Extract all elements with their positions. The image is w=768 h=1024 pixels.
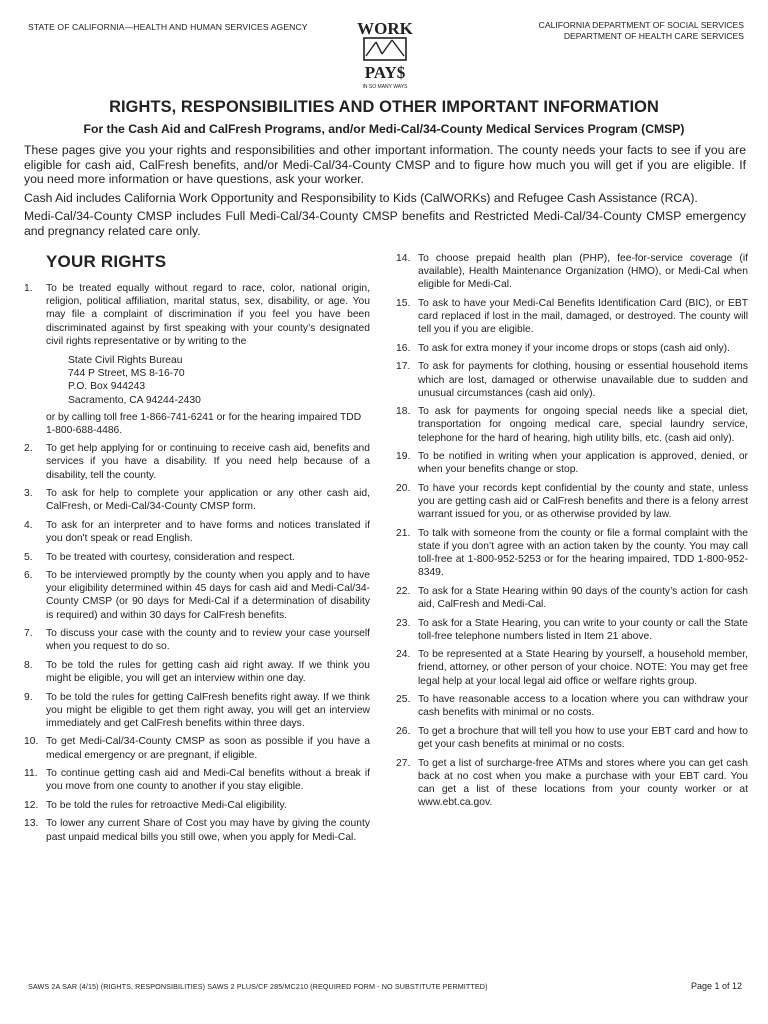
- list-item: 25. To have reasonable access to a location where you can withdraw your cash benefits with minimal or no costs.: [396, 694, 748, 719]
- list-item: 5. To be treated with courtesy, consideration and respect.: [24, 551, 295, 563]
- list-item: 16. To ask for extra money if your income drops or stops (cash aid only).: [396, 342, 730, 354]
- rights-list-left-cont: [24, 442, 370, 844]
- list-item: 3. To ask for help to complete your application or any other cash aid, CalFresh, or Medi-Cal/34-County CMSP form.: [24, 488, 370, 513]
- rights-left-column: [24, 250, 370, 849]
- list-item: 4. To ask for an interpreter and to have forms and notices translated if you don't speak or read English.: [24, 519, 370, 545]
- item-1-continuation: or by calling toll free 1-866-741-6241 or for the hearing impaired TDD 1-800-688-4486.: [46, 411, 362, 437]
- work-pays-logo-icon: [352, 18, 418, 94]
- intro-paragraph: These pages give you your rights and responsibilities and other important information. The county needs your facts to see if you are eligible for cash aid, CalFresh benefits, and/or Medi-Cal/34-County CMSP and to figure how much you will get if you are eligible. If you need more information or have questions, ask your worker.: [24, 143, 746, 187]
- list-item: 27. To get a list of surcharge-free ATMs and stores where you can get cash back at no cost when you make a purchase with your EBT card. You can get a list of these locations from your county worker or at www.ebt.ca.gov.: [396, 757, 748, 809]
- list-item: 21. To talk with someone from the county or file a formal complaint with the state if you don’t agree with an action taken by the county. You may call toll-free at 1-800-952-5253 or for the hearing impaired, TDD 1-800-952-8349.: [396, 527, 748, 579]
- departments-header: [539, 20, 744, 42]
- list-item: 1. To be treated equally without regard to race, color, national origin, religion, political affiliation, marital status, sex, disability, or age. You may file a complaint of discrimination if you feel you have been discriminated against by first speaking with your county’s designated civil rights representative or by writing to the: [24, 283, 370, 347]
- intro-paragraph: Cash Aid includes California Work Opportunity and Responsibility to Kids (CalWORKs) and Refugee Cash Assistance (RCA).: [24, 190, 698, 205]
- list-item: 18. To ask for payments for ongoing special needs like a special diet, transportation for ongoing medical care, special laundry service, telephone for the hard of hearing, high utility bills, etc. (cash aid only).: [396, 406, 748, 444]
- form-number-footer: SAWS 2A SAR (4/15) (RIGHTS, RESPONSIBILITIES) SAWS 2 PLUS/CF 285/MC210 (REQUIRED FORM - NO SUBSTITUTE PERMITTED): [28, 982, 488, 991]
- department-health-care: DEPARTMENT OF HEALTH CARE SERVICES: [563, 31, 744, 41]
- list-item: 24. To be represented at a State Hearing by yourself, a household member, friend, attorney, or other person of your choice. NOTE: You may get free legal help at your local legal aid office or welfare rights group.: [396, 649, 748, 687]
- list-item: 19. To be notified in writing when your application is approved, denied, or when your benefits change or stop.: [396, 451, 748, 476]
- list-item: 2. To get help applying for or continuing to receive cash aid, benefits and services if you have a disability. If you need help because of a disability, tell the county.: [24, 443, 370, 481]
- list-item: 23. To ask for a State Hearing, you can write to your county or call the State toll-free telephone numbers listed in Item 21 above.: [396, 617, 748, 642]
- your-rights-heading: YOUR RIGHTS: [46, 252, 167, 271]
- intro-section: [24, 143, 746, 243]
- list-item: 26. To get a brochure that will tell you how to use your EBT card and how to get your cash benefits at minimal or no costs.: [396, 725, 748, 751]
- rights-list-right: [396, 252, 748, 809]
- intro-paragraph: Medi-Cal/34-County CMSP includes Full Medi-Cal/34-County CMSP benefits and Restricted Medi-Cal/34-County CMSP emergency and pregnancy related care only.: [24, 209, 746, 238]
- list-item: 8. To be told the rules for getting cash aid right away. If we think you might be eligible, you will get an interview within one day.: [24, 659, 370, 685]
- list-item: 6. To be interviewed promptly by the county when you apply and to have your eligibility determined within 45 days for cash aid and Medi-Cal/34-County CMSP (or 90 days for Medi-Cal if a determination of disability is required) and within 30 days for CalFresh benefits.: [24, 570, 370, 621]
- list-item: 14. To choose prepaid health plan (PHP), fee-for-service coverage (if available), Health Maintenance Organization (HMO), or Medi-Cal when eligible for Medi-Cal.: [396, 253, 748, 291]
- list-item: 10. To get Medi-Cal/34-County CMSP as soon as possible if you have a medical emergency or are pregnant, if eligible.: [24, 736, 370, 761]
- list-item: 12. To be told the rules for retroactive Medi-Cal eligibility.: [24, 799, 287, 811]
- list-item: 15. To ask to have your Medi-Cal Benefits Identification Card (BIC), or EBT card replaced if lost in the mail, damaged, or destroyed. The county will tell you if you are eligible.: [396, 297, 748, 336]
- agency-header: STATE OF CALIFORNIA—HEALTH AND HUMAN SERVICES AGENCY: [28, 22, 308, 32]
- logo-word-top: WORK: [357, 19, 413, 38]
- page-subtitle: For the Cash Aid and CalFresh Programs, and/or Medi-Cal/34-County Medical Services Program (CMSP): [83, 122, 685, 136]
- logo-word-bottom: PAY$: [364, 63, 406, 82]
- list-item: 9. To be told the rules for getting CalFresh benefits right away. If we think you might be eligible to get them right away, you will get an interview immediately and get CalFresh benefits within three days.: [24, 691, 370, 729]
- page-title: RIGHTS, RESPONSIBILITIES AND OTHER IMPORTANT INFORMATION: [109, 98, 659, 116]
- list-item: 17. To ask for payments for clothing, housing or essential household items which are lost, damaged or otherwise unavailable due to sudden and unusual circumstances (cash aid only).: [396, 361, 748, 399]
- page-number: Page 1 of 12: [690, 981, 742, 991]
- department-social-services: CALIFORNIA DEPARTMENT OF SOCIAL SERVICES: [538, 20, 744, 30]
- rights-list-left: [24, 282, 370, 348]
- list-item: 7. To discuss your case with the county and to review your case yourself when you request to do so.: [24, 628, 370, 653]
- list-item: 11. To continue getting cash aid and Medi-Cal benefits without a break if you move from one county to another if you stay eligible.: [24, 768, 370, 793]
- list-item: 22. To ask for a State Hearing within 90 days of the county’s action for cash aid, CalFresh and Medi-Cal.: [396, 585, 748, 611]
- civil-rights-address: State Civil Rights Bureau 744 P Street, MS 8-16-70 P.O. Box 944243 Sacramento, CA 94244-2430: [68, 355, 201, 406]
- rights-right-column: [396, 252, 748, 815]
- list-item: 20. To have your records kept confidential by the county and state, unless you are getting cash aid or CalFresh benefits and there is a felony arrest warrant issued for you, or as otherwise provided by law.: [396, 482, 748, 521]
- list-item: 13. To lower any current Share of Cost you may have by giving the county past unpaid medical bills you still owe, when you apply for Medi-Cal.: [24, 818, 370, 843]
- logo-tagline: IN SO MANY WAYS: [362, 84, 408, 90]
